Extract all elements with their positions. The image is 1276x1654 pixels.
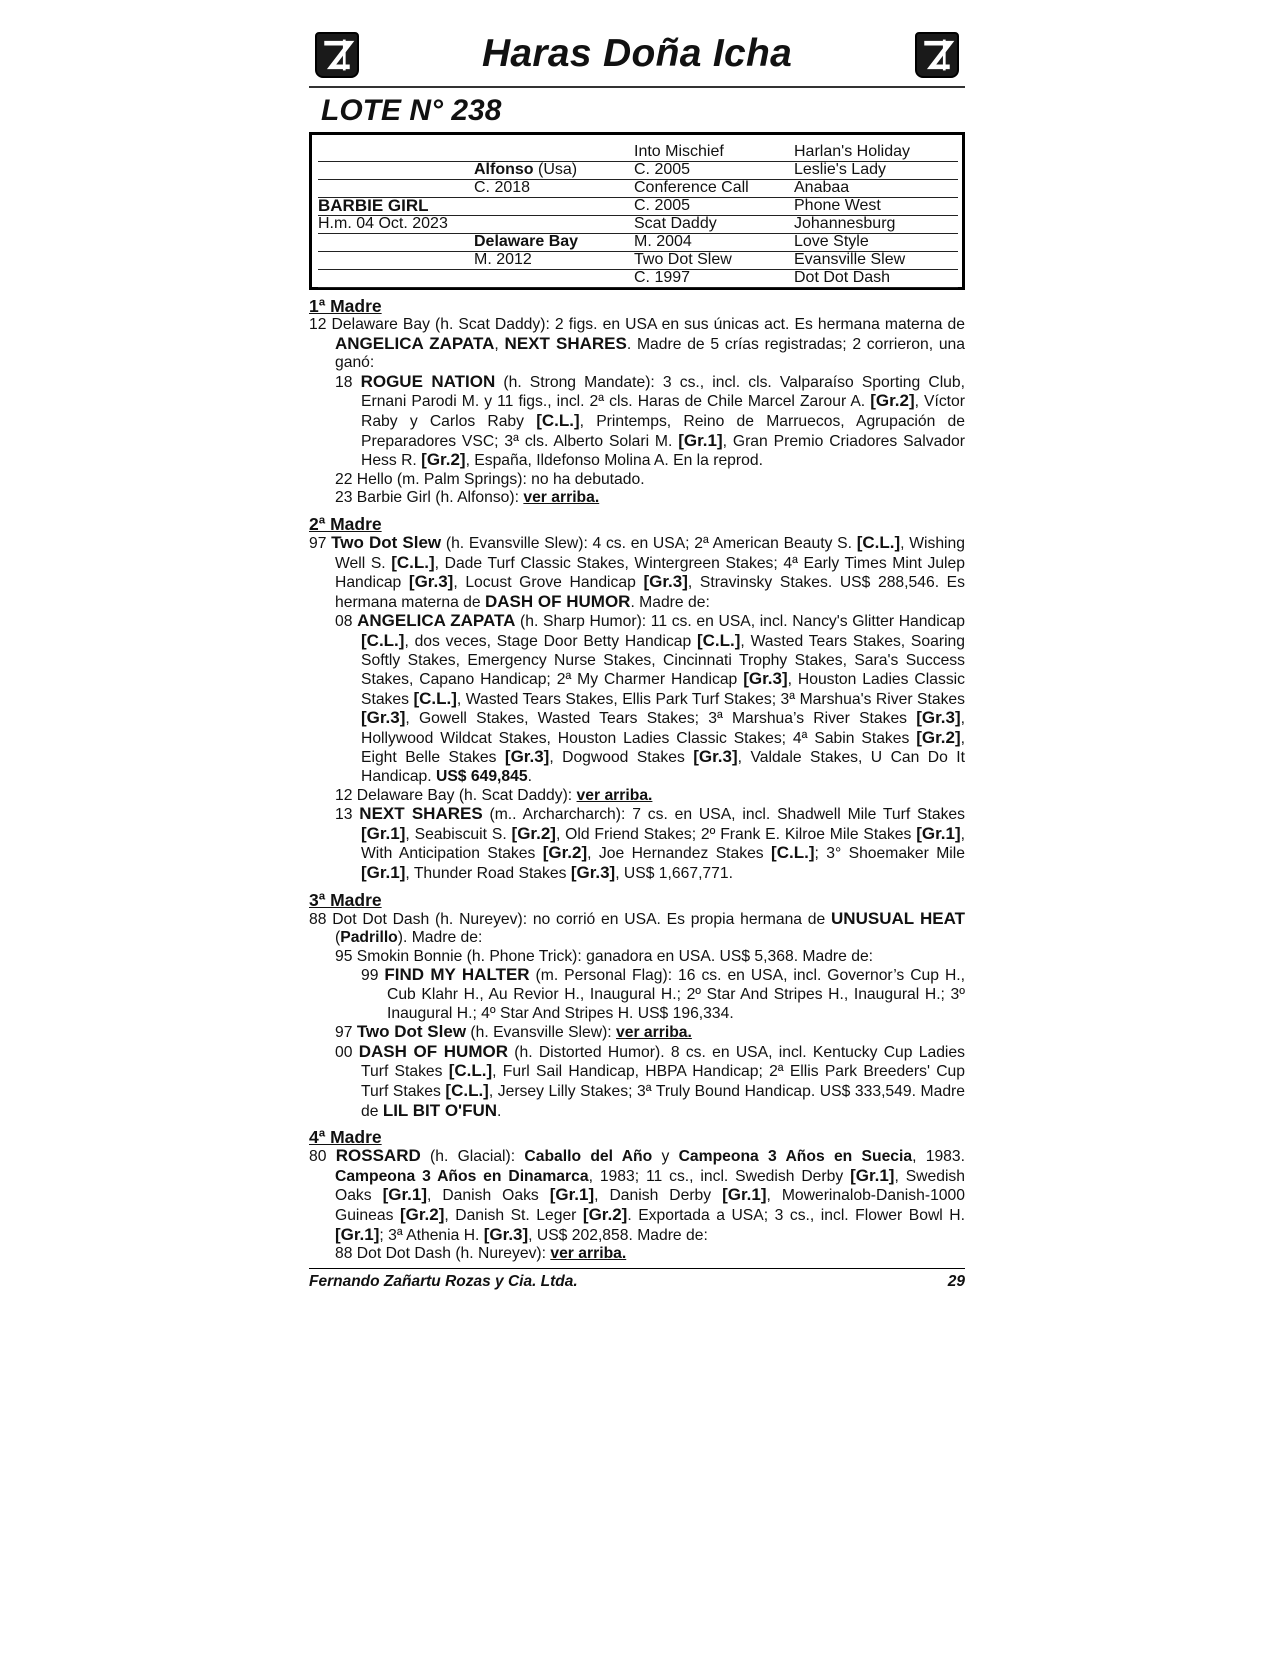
fourth-dam-section [309, 1127, 965, 1264]
section-heading: 4ª Madre [309, 1127, 382, 1148]
first-dam-section [309, 296, 965, 508]
ds: Scat Daddy [634, 215, 794, 234]
produce-entry: 95 Smokin Bonnie (h. Phone Trick): ganadora en USA. US$ 5,368. Madre de: [335, 947, 874, 965]
third-dam-section [309, 890, 965, 1122]
produce-entry: 13 NEXT SHARES (m.. Archarcharch): 7 cs. en USA, incl. Shadwell Mile Turf Stakes [Gr.1], Seabiscuit S. [Gr.2], Old Friend Stakes; 2º Frank E. Kilroe Mile Stakes [Gr.1], With Anticipation Stakes [Gr.2], Joe Hernandez Stakes [C.L.]; 3° Shoemaker Mile [Gr.1], Thunder Road Stakes [Gr.3], US$ 1,667,771. [335, 804, 965, 883]
catalog-page [309, 28, 965, 1291]
horse-name: BARBIE GIRL [318, 197, 474, 216]
gg-6: Love Style [794, 233, 958, 252]
pedigree-table [309, 132, 965, 290]
dam-entry: 97 Two Dot Slew (h. Evansville Slew): 4 cs. en USA; 2ª American Beauty S. [C.L.], Wishing Well S. [C.L.], Dade Turf Classic Stakes, Wintergreen Stakes; 4ª Early Times Mint Julep Handicap [Gr.3], Locust Grove Handicap [Gr.3], Stravinsky Stakes. US$ 288,546. Es hermana materna de DASH OF HUMOR. Madre de: [309, 532, 965, 611]
gg-7: Evansville Slew [794, 251, 958, 270]
ss: Into Mischief [634, 143, 794, 162]
sd: Conference Call [634, 179, 794, 198]
gg-4: Phone West [794, 197, 958, 216]
produce-entry: 88 Dot Dot Dash (h. Nureyev): ver arriba. [335, 1245, 627, 1263]
page-title: Haras Doña Icha [481, 32, 793, 75]
horse-info: H.m. 04 Oct. 2023 [318, 215, 474, 234]
produce-entry: 99 FIND MY HALTER (m. Personal Flag): 16 cs. en USA, incl. Governor’s Cup H., Cub Klahr H., Au Revior H., Inaugural H.; 2º Star And Stripes H., Inaugural H.; 3º Inaugural H.; 4º Star And Stripes H. US$ 196,334. [361, 965, 965, 1022]
gg-8: Dot Dot Dash [794, 269, 958, 288]
sd-info: C. 2005 [634, 197, 794, 216]
ss-info: C. 2005 [634, 161, 794, 180]
dam: Delaware Bay [474, 233, 634, 252]
lot-number: LOTE N° 238 [321, 94, 502, 127]
page-header [309, 28, 965, 88]
sire-info: C. 2018 [474, 179, 634, 198]
produce-entry: 08 ANGELICA ZAPATA (h. Sharp Humor): 11 cs. en USA, incl. Nancy's Glitter Handicap [C.L.], dos veces, Stage Door Betty Handicap [C.L.], Wasted Tears Stakes, Soaring Softly Stakes, Emergency Nurse Stakes, Cincinnati Trophy Stakes, Sara's Success Stakes, Capano Handicap; 2ª My Charmer Handicap [Gr.3], Houston Ladies Classic Stakes [C.L.], Wasted Tears Stakes, Ellis Park Turf Stakes; 3ª Marshua's River Stakes [Gr.3], Gowell Stakes, Wasted Tears Stakes; 3ª Marshua’s River Stakes [Gr.3], Hollywood Wildcat Stakes, Houston Ladies Classic Stakes; 4ª Sabin Stakes [Gr.2], Eight Belle Stakes [Gr.3], Dogwood Stakes [Gr.3], Valdale Stakes, U Can Do It Handicap. US$ 649,845. [335, 611, 966, 786]
dam-info: M. 2012 [474, 251, 634, 270]
page-number: 29 [947, 1272, 965, 1290]
dam-entry: 12 Delaware Bay (h. Scat Daddy): 2 figs. en USA en sus únicas act. Es hermana materna de ANGELICA ZAPATA, NEXT SHARES. Madre de 5 crías registradas; 2 corrieron, una ganó: [309, 316, 965, 372]
dam-entry: 88 Dot Dot Dash (h. Nureyev): no corrió en USA. Es propia hermana de UNUSUAL HEAT (Padrillo). Madre de: [309, 908, 965, 947]
page-footer [309, 1268, 965, 1291]
gg-2: Leslie's Lady [794, 161, 958, 180]
dam-entry: 80 ROSSARD (h. Glacial): Caballo del Año y Campeona 3 Años en Suecia, 1983. Campeona 3 Años en Dinamarca, 1983; 11 cs., incl. Swedish Derby [Gr.1], Swedish Oaks [Gr.1], Danish Oaks [Gr.1], Danish Derby [Gr.1], Mowerinalob-Danish-1000 Guineas [Gr.2], Danish St. Leger [Gr.2]. Exportada a USA; 3 cs., incl. Flower Bowl H. [Gr.1]; 3ª Athenia H. [Gr.3], US$ 202,858. Madre de: [309, 1146, 965, 1244]
ds-info: M. 2004 [634, 233, 794, 252]
gg-3: Anabaa [794, 179, 958, 198]
produce-entry: 23 Barbie Girl (h. Alfonso): ver arriba. [335, 489, 600, 507]
dd-info: C. 1997 [634, 269, 794, 288]
produce-entry: 12 Delaware Bay (h. Scat Daddy): ver arriba. [335, 786, 653, 804]
company-name: Fernando Zañartu Rozas y Cia. Ltda. [309, 1272, 578, 1290]
second-dam-section [309, 514, 965, 884]
produce-entry: 97 Two Dot Slew (h. Evansville Slew): ver arriba. [335, 1022, 692, 1042]
gg-5: Johannesburg [794, 215, 958, 234]
produce-entry: 18 ROGUE NATION (h. Strong Mandate): 3 cs., incl. cls. Valparaíso Sporting Club, Ernani Parodi M. y 11 figs., incl. 2ª cls. Haras de Chile Marcel Zarour A. [Gr.2], Víctor Raby y Carlos Raby [C.L.], Printemps, Reino de Marruecos, Agrupación de Preparadores VSC; 3ª cls. Alberto Solari M. [Gr.1], Gran Premio Criadores Salvador Hess R. [Gr.2], España, Ildefonso Molina A. En la reprod. [335, 371, 965, 470]
produce-entry: 00 DASH OF HUMOR (h. Distorted Humor). 8 cs. en USA, incl. Kentucky Cup Ladies Turf Stakes [C.L.], Furl Sail Handicap, HBPA Handicap; 2ª Ellis Park Breeders' Cup Turf Stakes [C.L.], Jersey Lilly Stakes; 3ª Truly Bound Handicap. US$ 333,549. Madre de LIL BIT O'FUN. [335, 1041, 965, 1120]
sire: Alfonso (Usa) [474, 161, 634, 180]
gg-1: Harlan's Holiday [794, 143, 958, 162]
section-heading: 3ª Madre [309, 889, 382, 910]
haras-logo-icon [915, 32, 959, 78]
produce-entry: 22 Hello (m. Palm Springs): no ha debutado. [335, 470, 645, 488]
dd: Two Dot Slew [634, 251, 794, 270]
section-heading: 2ª Madre [309, 513, 382, 534]
section-heading: 1ª Madre [309, 296, 382, 316]
